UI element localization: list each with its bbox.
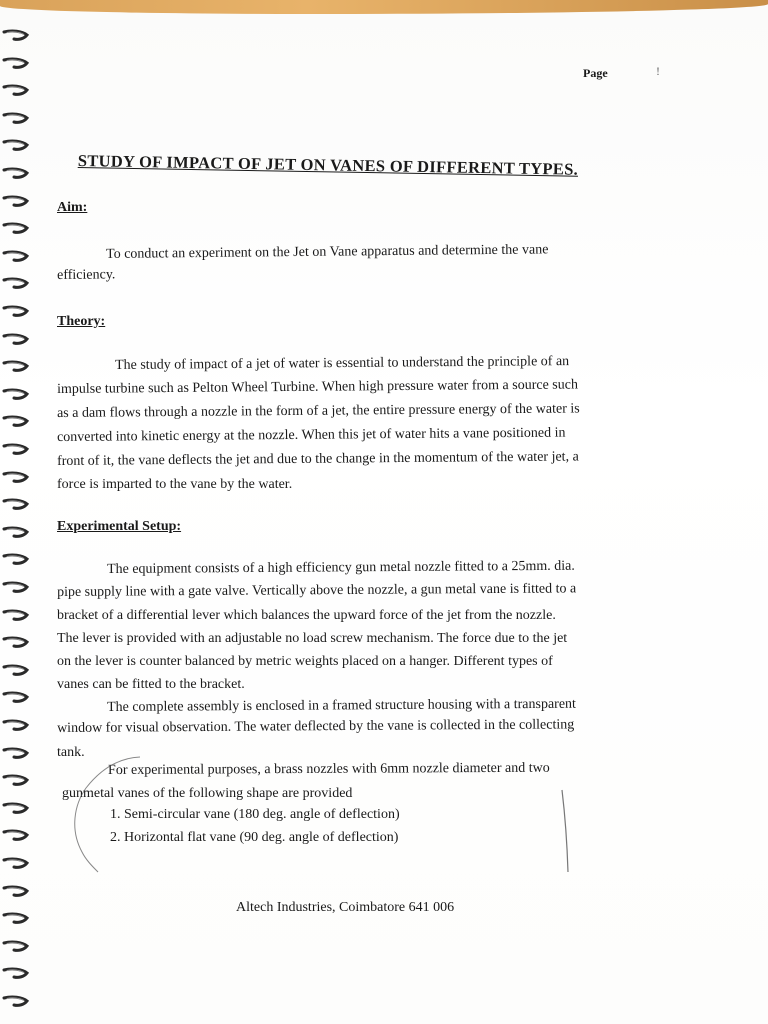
spiral-ring [2,304,30,318]
spiral-ring [2,414,30,428]
setup-line: window for visual observation. The water deflected by the vane is collected in the collecting [57,717,575,736]
aim-line: To conduct an experiment on the Jet on Vane apparatus and determine the vane [106,242,549,262]
spiral-ring [2,966,30,980]
spiral-ring [2,83,30,97]
setup-line: For experimental purposes, a brass nozzles with 6mm nozzle diameter and two [108,760,550,778]
setup-line: The complete assembly is enclosed in a framed structure housing with a transparent [107,696,576,715]
theory-line: The study of impact of a jet of water is essential to understand the principle of an [115,354,570,373]
theory-line: force is imparted to the vane by the water. [57,477,293,492]
theory-line: front of it, the vane deflects the jet and due to the change in the momentum of the water jet, a [57,449,579,469]
page-title: STUDY OF IMPACT OF JET ON VANES OF DIFFERENT TYPES. [77,151,579,179]
spiral-ring [2,359,30,373]
spiral-ring [2,470,30,484]
aim-line: efficiency. [57,267,116,283]
spiral-ring [2,138,30,152]
setup-line: pipe supply line with a gate valve. Vertically above the nozzle, a gun metal vane is fitted to a [57,581,577,600]
list-item: 2. Horizontal flat vane (90 deg. angle of deflection) [110,830,399,845]
spiral-ring [2,663,30,677]
spiral-ring [2,994,30,1008]
theory-line: impulse turbine such as Pelton Wheel Turbine. When high pressure water from a source such [57,377,578,397]
spiral-ring [2,801,30,815]
spiral-ring [2,690,30,704]
page-number-mark: ! [656,64,660,78]
spiral-ring [2,497,30,511]
spiral-ring [2,56,30,70]
spiral-ring [2,387,30,401]
spiral-ring [2,828,30,842]
setup-line: tank. [57,745,85,760]
setup-line: gunmetal vanes of the following shape are provided [62,786,353,801]
spiral-ring [2,718,30,732]
setup-line: The equipment consists of a high efficiency gun metal nozzle fitted to a 25mm. dia. [107,558,575,577]
spiral-ring [2,746,30,760]
spiral-ring [2,856,30,870]
theory-line: as a dam flows through a nozzle in the form of a jet, the entire pressure energy of the water is [57,401,580,421]
spiral-ring [2,442,30,456]
setup-line: vanes can be fitted to the bracket. [57,677,245,692]
spiral-ring [2,552,30,566]
spiral-ring [2,194,30,208]
page-edge-strip [0,0,768,14]
footer-text: Altech Industries, Coimbatore 641 006 [236,900,455,915]
spiral-ring [2,166,30,180]
spiral-ring [2,221,30,235]
spiral-ring [2,276,30,290]
spiral-ring [2,635,30,649]
setup-line: bracket of a differential lever which balances the upward force of the jet from the nozzle. [57,608,556,623]
list-item: 1. Semi-circular vane (180 deg. angle of deflection) [110,807,400,822]
spiral-ring [2,580,30,594]
spiral-ring [2,525,30,539]
setup-line: on the lever is counter balanced by metric weights placed on a hanger. Different types of [57,654,553,669]
setup-heading: Experimental Setup: [57,519,182,534]
spiral-ring [2,332,30,346]
theory-heading: Theory: [57,314,106,329]
page-label: Page [583,66,608,80]
theory-line: converted into kinetic energy at the nozzle. When this jet of water hits a vane positioned in [57,425,566,445]
spiral-ring [2,28,30,42]
spiral-ring [2,773,30,787]
spiral-ring [2,884,30,898]
spiral-ring [2,111,30,125]
aim-heading: Aim: [57,200,88,215]
spiral-ring [2,249,30,263]
spiral-ring [2,911,30,925]
spiral-ring [2,939,30,953]
setup-line: The lever is provided with an adjustable no load screw mechanism. The force due to the jet [57,631,568,646]
spiral-ring [2,608,30,622]
spiral-binding [0,20,34,1024]
